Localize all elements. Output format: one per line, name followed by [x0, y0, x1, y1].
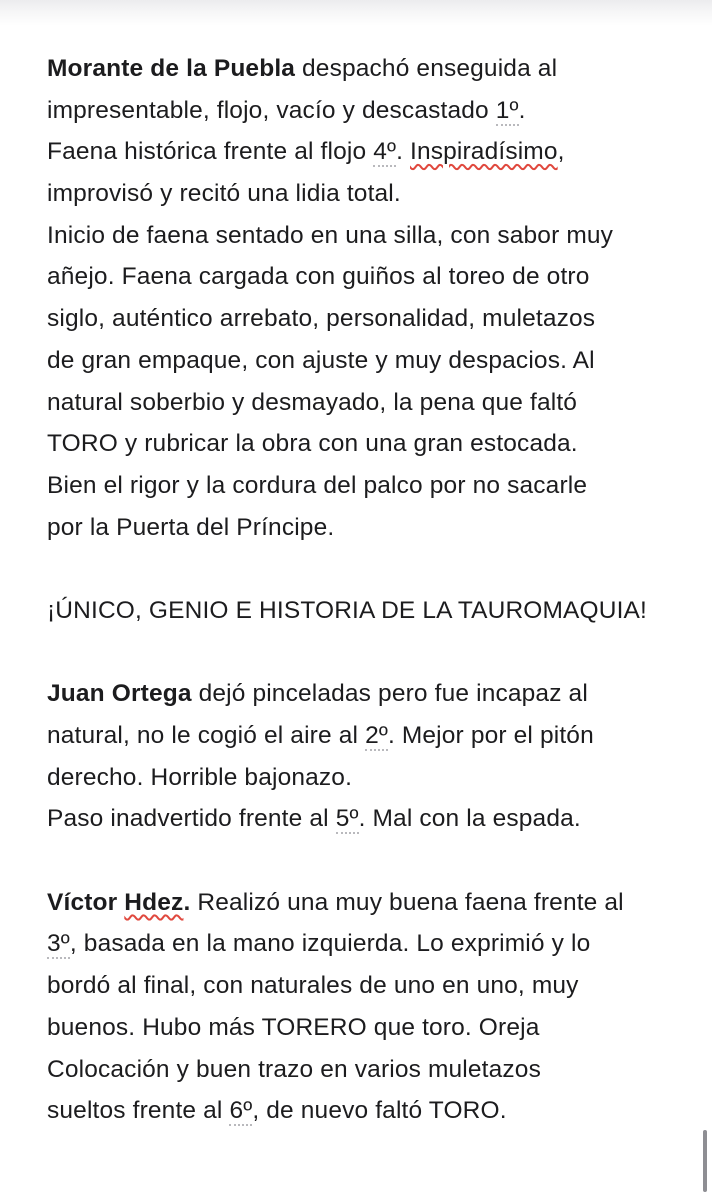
text-span: Víctor [47, 888, 125, 916]
text-line: Colocación y buen trazo en varios muletazos [47, 1055, 541, 1083]
text-span: sueltos frente al [47, 1097, 230, 1125]
text-span: Faena histórica frente al flojo [47, 138, 374, 166]
text-span: . Mal con la espada. [358, 805, 581, 833]
paragraph-ortega [47, 673, 687, 840]
bull-number-link[interactable]: 5º [335, 805, 359, 833]
bull-number-link[interactable]: 3º [47, 930, 70, 958]
text-line: de gran empaque, con ajuste y muy despacios. Al [47, 346, 595, 374]
bullfighter-name: Morante de la Puebla [47, 55, 296, 82]
text-span: . Mejor por el pitón [387, 722, 594, 749]
text-line [47, 90, 687, 132]
bullfighter-name: Juan Ortega [47, 680, 192, 708]
bull-number-link[interactable]: 2º [365, 722, 388, 749]
blank-line [47, 548, 687, 590]
bull-number-link[interactable]: 4º [373, 138, 397, 166]
blank-line [47, 840, 687, 882]
top-bar-shadow [0, 0, 712, 26]
text-span: . [396, 138, 410, 166]
text-line [47, 923, 687, 965]
text-line: TORO y rubricar la obra con una gran estocada. [47, 430, 578, 458]
text-line [47, 715, 687, 757]
text-line: siglo, auténtico arrebato, personalidad, muletazos [47, 305, 596, 333]
text-line [47, 48, 687, 90]
text-span: , de nuevo faltó TORO. [252, 1097, 507, 1125]
text-span: . [518, 96, 526, 124]
text-line: buenos. Hubo más TORERO que toro. Oreja [47, 1013, 540, 1041]
text-span: Paso inadvertido frente al [47, 805, 336, 833]
text-line: derecho. Horrible bajonazo. [47, 763, 353, 791]
text-line [47, 882, 687, 924]
text-span: despachó enseguida al [295, 55, 558, 82]
blank-line [47, 632, 687, 674]
text-line: Inicio de faena sentado en una silla, con sabor muy [47, 221, 614, 249]
text-span: , basada en la mano izquierda. Lo exprimió y lo [69, 930, 591, 958]
text-span: , [557, 138, 565, 166]
text-span: Realizó una muy buena faena frente al [190, 888, 624, 916]
text-span: dejó pinceladas pero fue incapaz al [191, 680, 588, 708]
text-line [47, 798, 687, 840]
text-line: por la Puerta del Príncipe. [47, 513, 335, 541]
exclamation-line: ¡ÚNICO, GENIO E HISTORIA DE LA TAUROMAQUIA! [47, 596, 648, 624]
text-line: bordó al final, con naturales de uno en uno, muy [47, 972, 579, 1000]
misspelled-word[interactable]: Hdez [124, 888, 184, 916]
paragraph-morante [47, 48, 687, 548]
text-span: impresentable, flojo, vacío y descastado [47, 96, 496, 124]
text-line [47, 673, 687, 715]
bull-number-link[interactable]: 6º [229, 1097, 253, 1125]
paragraph-victor [47, 882, 687, 1132]
text-line: natural soberbio y desmayado, la pena que faltó [47, 388, 578, 416]
note-body[interactable] [47, 48, 687, 1132]
text-line [47, 1090, 687, 1132]
scroll-indicator[interactable] [703, 1130, 707, 1192]
bull-number-link[interactable]: 1º [495, 96, 519, 124]
text-line: Bien el rigor y la cordura del palco por no sacarle [47, 471, 588, 499]
text-span: natural, no le cogió el aire al [47, 722, 366, 749]
misspelled-word[interactable]: Inspiradísimo [410, 138, 558, 166]
text-span: . [183, 888, 191, 916]
text-line: improvisó y recitó una lidia total. [47, 180, 401, 208]
bullfighter-name [47, 889, 190, 916]
text-line [47, 131, 687, 173]
text-line: añejo. Faena cargada con guiños al toreo de otro [47, 263, 590, 291]
